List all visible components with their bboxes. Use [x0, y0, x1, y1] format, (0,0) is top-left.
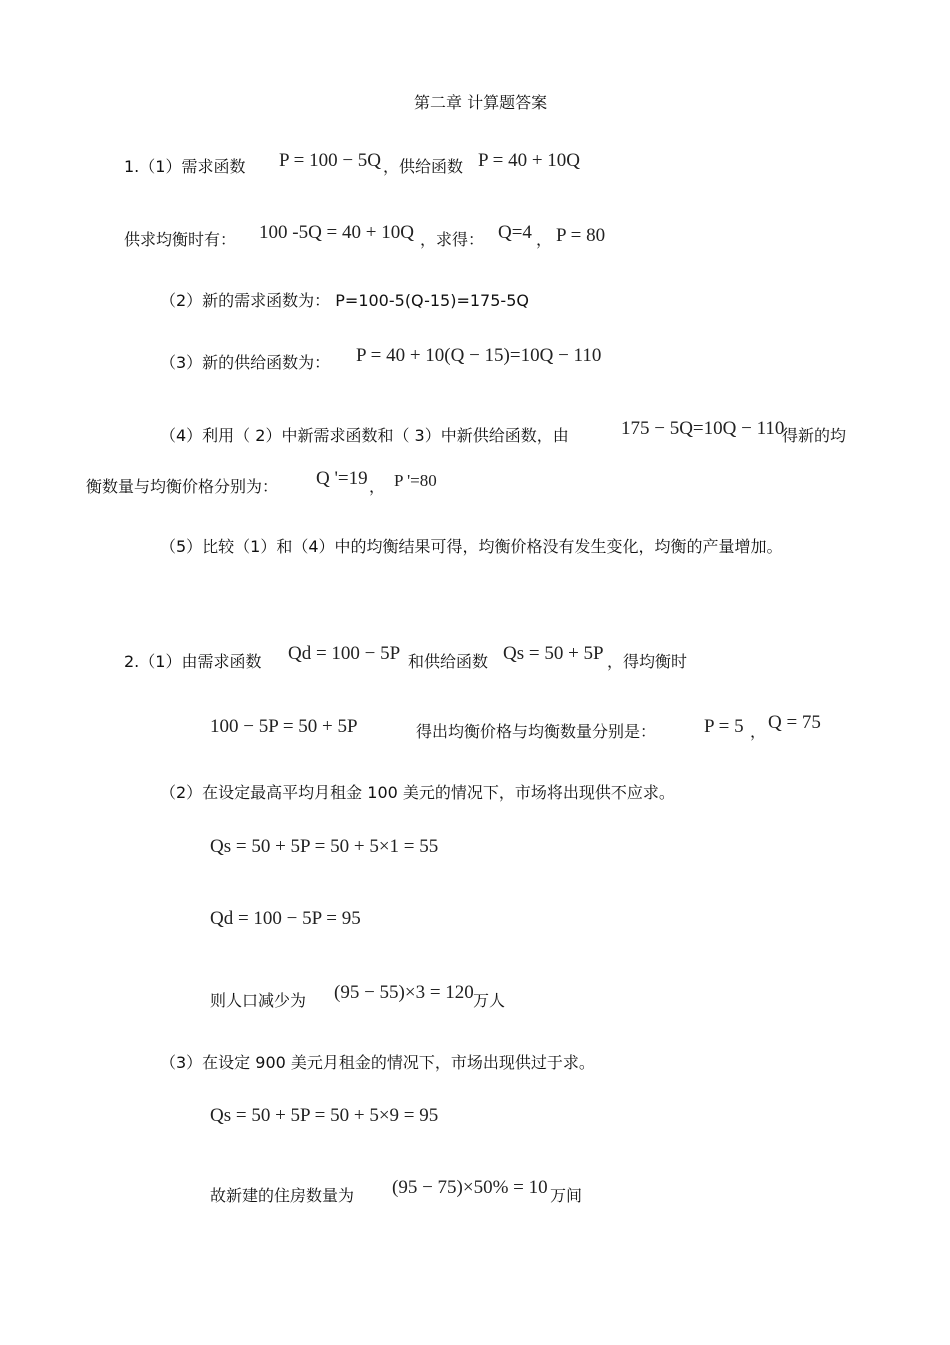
q1-line6-comma: ， — [369, 477, 386, 496]
q1-line6-text: 衡数量与均衡价格分别为： — [86, 477, 279, 496]
q1-line2-equation-p: P = 80 — [556, 225, 606, 246]
q2-line1-text-supply: 和供给函数 — [408, 652, 489, 671]
q1-line5-text: （4）利用（ 2）中新需求函数和（ 3）中新供给函数，由 — [160, 426, 569, 445]
q1-line5-equation: 175 − 5Q=10Q − 110 — [621, 418, 785, 439]
q2-line2-text: 得出均衡价格与均衡数量分别是： — [416, 722, 657, 741]
q1-line4-equation: P = 40 + 10(Q − 15)=10Q − 110 — [356, 345, 602, 366]
q2-line5-equation: Qd = 100 − 5P = 95 — [210, 908, 361, 929]
q2-line9-equation: (95 − 75)×50% = 10 — [392, 1177, 548, 1198]
q2-line1-text: 2.（1）由需求函数 — [124, 652, 262, 671]
q1-line1-equation-supply: P = 40 + 10Q — [478, 150, 581, 171]
q1-line7-text: （5）比较（1）和（4）中的均衡结果可得，均衡价格没有发生变化，均衡的产量增加。 — [160, 537, 783, 556]
q2-line2-equation-p: P = 5 — [704, 716, 744, 737]
q2-line2-equation-q: Q = 75 — [768, 712, 821, 733]
page-title: 第二章 计算题答案 — [414, 93, 548, 112]
q1-line2-equation: 100 -5Q = 40 + 10Q — [259, 222, 414, 243]
q1-line3-text: （2）新的需求函数为： P=100-5(Q-15)=175-5Q — [160, 291, 529, 310]
q2-line1-text-end: ，得均衡时 — [607, 652, 688, 671]
q2-line9-text: 故新建的住房数量为 — [210, 1186, 355, 1205]
q1-line2-comma: ， — [536, 230, 553, 249]
q1-line1-equation-demand: P = 100 − 5Q — [279, 150, 382, 171]
q2-line4-equation: Qs = 50 + 5P = 50 + 5×1 = 55 — [210, 836, 439, 857]
q1-line2-equation-q: Q=4 — [498, 222, 532, 243]
q2-line3-text: （2）在设定最高平均月租金 100 美元的情况下，市场将出现供不应求。 — [160, 783, 675, 802]
q2-line2-equation: 100 − 5P = 50 + 5P — [210, 716, 358, 737]
q2-line8-equation: Qs = 50 + 5P = 50 + 5×9 = 95 — [210, 1105, 439, 1126]
q2-line6-text: 则人口减少为 — [210, 991, 307, 1010]
q2-line1-equation-supply: Qs = 50 + 5P — [503, 643, 604, 664]
q2-line1-equation-demand: Qd = 100 − 5P — [288, 643, 401, 664]
q2-line2-comma: ， — [750, 722, 767, 741]
q2-line6-unit: 万人 — [473, 991, 506, 1010]
q1-line6-equation-p: P '=80 — [394, 471, 437, 490]
q1-line1-text: 1.（1）需求函数 — [124, 157, 246, 176]
q1-line4-text: （3）新的供给函数为： — [160, 353, 331, 372]
q1-line6-equation-q: Q '=19 — [316, 468, 368, 489]
q1-line2-text-solve: ，求得： — [420, 230, 485, 249]
q1-line5-text-end: 得新的均 — [782, 426, 847, 445]
q2-line9-unit: 万间 — [550, 1186, 583, 1205]
q1-line2-text: 供求均衡时有： — [124, 230, 237, 249]
q1-line1-text-supply: ，供给函数 — [383, 157, 464, 176]
q2-line7-text: （3）在设定 900 美元月租金的情况下，市场出现供过于求。 — [160, 1053, 595, 1072]
q2-line6-equation: (95 − 55)×3 = 120 — [334, 982, 474, 1003]
